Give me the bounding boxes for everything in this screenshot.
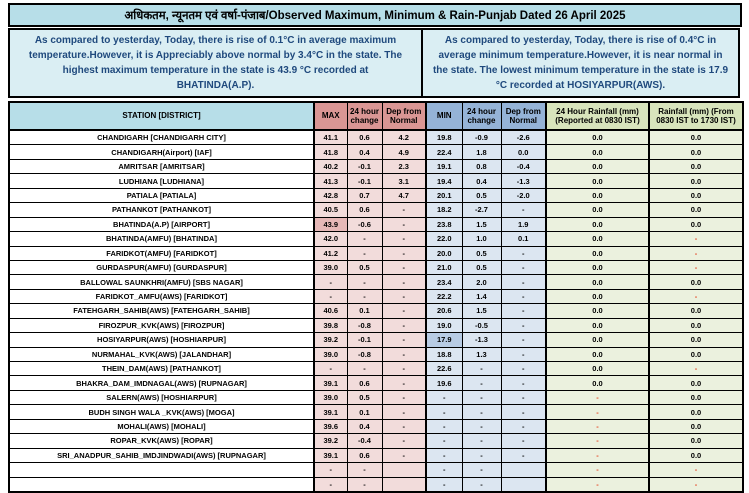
rain-eve-cell: 0.0 (649, 159, 743, 173)
min-cell: 19.8 (426, 130, 462, 145)
col-header-min: MIN (426, 102, 462, 130)
station-row (9, 477, 743, 492)
station-name-cell: FARIDKOT(AMFU) [FARIDKOT] (9, 246, 314, 260)
rain-24h-cell: 0.0 (546, 203, 649, 217)
max-dep-cell: - (382, 347, 426, 361)
max-cell: 39.2 (314, 333, 347, 347)
rain-eve-cell: 0.0 (649, 405, 743, 419)
min-dep-cell: - (501, 246, 546, 260)
col-header-max-dep-normal: Dep from Normal (382, 102, 426, 130)
station-name-cell: CHANDIGARH(Airport) [IAF] (9, 145, 314, 159)
rain-eve-cell: 0.0 (649, 347, 743, 361)
min-chg-cell: - (462, 390, 501, 404)
min-cell: 19.1 (426, 159, 462, 173)
rain-eve-cell: 0.0 (649, 203, 743, 217)
rain-eve-cell: 0.0 (649, 304, 743, 318)
station-row (9, 304, 743, 318)
rain-24h-cell: 0.0 (546, 333, 649, 347)
max-dep-cell: - (382, 304, 426, 318)
min-chg-cell: 0.4 (462, 174, 501, 188)
max-dep-cell: - (382, 362, 426, 376)
min-cell: 19.0 (426, 318, 462, 332)
rain-eve-cell: 0.0 (649, 188, 743, 202)
min-dep-cell: -0.4 (501, 159, 546, 173)
max-chg-cell: 0.1 (347, 405, 382, 419)
max-chg-cell: - (347, 289, 382, 303)
min-cell: 19.4 (426, 174, 462, 188)
rain-eve-cell: 0.0 (649, 419, 743, 433)
rain-eve-cell: 0.0 (649, 145, 743, 159)
header-row (9, 102, 743, 130)
col-header-max: MAX (314, 102, 347, 130)
station-name-cell: ROPAR_KVK(AWS) [ROPAR] (9, 434, 314, 448)
min-dep-cell: - (501, 419, 546, 433)
max-chg-cell: 0.6 (347, 376, 382, 390)
rain-eve-cell: 0.0 (649, 318, 743, 332)
max-cell: 40.2 (314, 159, 347, 173)
station-name-cell: GURDASPUR(AMFU) [GURDASPUR] (9, 260, 314, 274)
min-dep-cell (501, 477, 546, 492)
min-dep-cell: - (501, 434, 546, 448)
min-cell: 20.6 (426, 304, 462, 318)
min-cell: - (426, 448, 462, 462)
max-chg-cell: -0.8 (347, 347, 382, 361)
min-dep-cell: - (501, 347, 546, 361)
station-name-cell: BHATINDA(AMFU) [BHATINDA] (9, 232, 314, 246)
rain-24h-cell: 0.0 (546, 174, 649, 188)
rain-eve-cell: - (649, 246, 743, 260)
rain-eve-cell: 0.0 (649, 376, 743, 390)
station-row (9, 448, 743, 462)
rain-eve-cell: 0.0 (649, 434, 743, 448)
min-dep-cell: - (501, 289, 546, 303)
station-name-cell: THEIN_DAM(AWS) [PATHANKOT] (9, 362, 314, 376)
station-name-cell: FATEHGARH_SAHIB(AWS) [FATEHGARH_SAHIB] (9, 304, 314, 318)
max-cell: 43.9 (314, 217, 347, 231)
min-chg-cell: - (462, 376, 501, 390)
min-cell: 22.6 (426, 362, 462, 376)
rain-24h-cell: 0.0 (546, 275, 649, 289)
col-header-max-24h-change: 24 hour change (347, 102, 382, 130)
min-chg-cell: -0.9 (462, 130, 501, 145)
min-cell: - (426, 463, 462, 477)
min-cell: 21.0 (426, 260, 462, 274)
min-chg-cell: - (462, 405, 501, 419)
col-header-min-24h-change: 24 hour change (462, 102, 501, 130)
page-title: अधिकतम, न्यूनतम एवं वर्षा-पंजाब/Observed Maximum, Minimum & Rain-Punjab Dated 26 April 2025 (8, 3, 742, 27)
station-name-cell: PATHANKOT [PATHANKOT] (9, 203, 314, 217)
min-chg-cell: - (462, 362, 501, 376)
max-cell: - (314, 477, 347, 492)
observations-table (8, 101, 744, 493)
max-cell: 41.8 (314, 145, 347, 159)
max-cell: 40.6 (314, 304, 347, 318)
max-cell: 39.1 (314, 376, 347, 390)
col-header-min-dep-normal: Dep from Normal (501, 102, 546, 130)
max-chg-cell: 0.6 (347, 448, 382, 462)
max-cell: - (314, 463, 347, 477)
station-name-cell: HOSIYARPUR(AWS) [HOSHIARPUR] (9, 333, 314, 347)
min-dep-cell: -1.3 (501, 174, 546, 188)
max-chg-cell: -0.1 (347, 159, 382, 173)
max-dep-cell: - (382, 419, 426, 433)
station-row (9, 405, 743, 419)
max-chg-cell: 0.6 (347, 203, 382, 217)
min-chg-cell: 0.5 (462, 246, 501, 260)
summary-section (8, 28, 742, 98)
max-chg-cell: -0.1 (347, 174, 382, 188)
min-dep-cell: - (501, 362, 546, 376)
max-chg-cell: -0.4 (347, 434, 382, 448)
min-dep-cell: - (501, 260, 546, 274)
min-chg-cell: - (462, 448, 501, 462)
max-chg-cell: - (347, 246, 382, 260)
station-row (9, 318, 743, 332)
max-dep-cell: - (382, 217, 426, 231)
max-chg-cell: - (347, 477, 382, 492)
rain-24h-cell: - (546, 434, 649, 448)
max-cell: 42.8 (314, 188, 347, 202)
max-cell: 39.0 (314, 260, 347, 274)
min-chg-cell: 0.8 (462, 159, 501, 173)
rain-24h-cell: - (546, 463, 649, 477)
max-cell: - (314, 275, 347, 289)
rain-24h-cell: - (546, 390, 649, 404)
station-row (9, 434, 743, 448)
min-cell: - (426, 419, 462, 433)
max-dep-cell (382, 463, 426, 477)
rain-eve-cell: 0.0 (649, 333, 743, 347)
min-chg-cell: - (462, 419, 501, 433)
min-chg-cell: -1.3 (462, 333, 501, 347)
min-chg-cell: 1.8 (462, 145, 501, 159)
max-chg-cell: 0.5 (347, 260, 382, 274)
station-row (9, 376, 743, 390)
min-chg-cell: 1.3 (462, 347, 501, 361)
min-chg-cell: 1.4 (462, 289, 501, 303)
station-name-cell (9, 477, 314, 492)
station-row (9, 246, 743, 260)
min-dep-cell: -2.6 (501, 130, 546, 145)
station-row (9, 289, 743, 303)
rain-24h-cell: 0.0 (546, 188, 649, 202)
station-row (9, 159, 743, 173)
max-chg-cell: 0.7 (347, 188, 382, 202)
station-row (9, 419, 743, 433)
col-header-station: STATION [DISTRICT] (9, 102, 314, 130)
rain-24h-cell: 0.0 (546, 145, 649, 159)
station-name-cell: BHAKRA_DAM_IMDNAGAL(AWS) [RUPNAGAR] (9, 376, 314, 390)
min-cell: - (426, 434, 462, 448)
rain-24h-cell: - (546, 405, 649, 419)
max-dep-cell: - (382, 289, 426, 303)
station-row (9, 333, 743, 347)
min-dep-cell (501, 463, 546, 477)
min-dep-cell: -2.0 (501, 188, 546, 202)
min-dep-cell: - (501, 333, 546, 347)
max-cell: 42.0 (314, 232, 347, 246)
station-row (9, 362, 743, 376)
station-name-cell (9, 463, 314, 477)
max-dep-cell: - (382, 434, 426, 448)
max-dep-cell: - (382, 318, 426, 332)
rain-eve-cell: - (649, 232, 743, 246)
rain-24h-cell: 0.0 (546, 159, 649, 173)
min-dep-cell: 1.9 (501, 217, 546, 231)
station-name-cell: BALLOWAL SAUNKHRI(AMFU) [SBS NAGAR] (9, 275, 314, 289)
max-cell: - (314, 289, 347, 303)
max-chg-cell: -0.8 (347, 318, 382, 332)
min-chg-cell: -0.5 (462, 318, 501, 332)
table-body (9, 130, 743, 492)
station-row (9, 260, 743, 274)
max-dep-cell: - (382, 232, 426, 246)
min-chg-cell: 0.5 (462, 188, 501, 202)
station-row (9, 275, 743, 289)
max-cell: 39.0 (314, 347, 347, 361)
min-cell: 20.0 (426, 246, 462, 260)
rain-eve-cell: 0.0 (649, 448, 743, 462)
max-dep-cell: - (382, 376, 426, 390)
rain-eve-cell: - (649, 463, 743, 477)
max-chg-cell: -0.1 (347, 333, 382, 347)
rain-24h-cell: 0.0 (546, 304, 649, 318)
station-row (9, 463, 743, 477)
min-dep-cell: - (501, 405, 546, 419)
station-row (9, 390, 743, 404)
station-name-cell: BUDH SINGH WALA _KVK(AWS) [MOGA] (9, 405, 314, 419)
station-row (9, 188, 743, 202)
max-cell: 41.1 (314, 130, 347, 145)
max-chg-cell: - (347, 362, 382, 376)
max-cell: 39.8 (314, 318, 347, 332)
min-dep-cell: - (501, 390, 546, 404)
min-dep-cell: 0.0 (501, 145, 546, 159)
max-temperature-summary: As compared to yesterday, Today, there is rise of 0.1°C in average maximum temperature.However, it is Appreciably above normal by 3.4°C in the state. The highest maximum temperature in the state is 43.9 °C recorded at BHATINDA(A.P). (8, 28, 423, 98)
max-dep-cell: 2.3 (382, 159, 426, 173)
max-dep-cell: 4.9 (382, 145, 426, 159)
rain-eve-cell: - (649, 260, 743, 274)
station-row (9, 174, 743, 188)
rain-24h-cell: 0.0 (546, 289, 649, 303)
min-dep-cell: - (501, 304, 546, 318)
max-dep-cell: - (382, 390, 426, 404)
station-row (9, 232, 743, 246)
max-cell: 40.5 (314, 203, 347, 217)
min-cell: 20.1 (426, 188, 462, 202)
rain-24h-cell: 0.0 (546, 318, 649, 332)
rain-24h-cell: 0.0 (546, 246, 649, 260)
station-row (9, 145, 743, 159)
max-dep-cell: 4.7 (382, 188, 426, 202)
rain-eve-cell: 0.0 (649, 390, 743, 404)
rain-24h-cell: 0.0 (546, 232, 649, 246)
max-chg-cell: 0.1 (347, 304, 382, 318)
rain-24h-cell: 0.0 (546, 217, 649, 231)
station-name-cell: FIROZPUR_KVK(AWS) [FIROZPUR] (9, 318, 314, 332)
max-chg-cell: - (347, 275, 382, 289)
station-name-cell: LUDHIANA [LUDHIANA] (9, 174, 314, 188)
station-row (9, 130, 743, 145)
rain-24h-cell: 0.0 (546, 376, 649, 390)
rain-eve-cell: - (649, 477, 743, 492)
min-chg-cell: 1.5 (462, 217, 501, 231)
min-temperature-summary: As compared to yesterday, Today, there is rise of 0.4°C in average minimum temperature.However, it is near normal in the state. The lowest minimum temperature in the state is 17.9 °C recorded at HOSIYARPUR(AWS). (421, 28, 740, 98)
station-row (9, 217, 743, 231)
station-name-cell: PATIALA [PATIALA] (9, 188, 314, 202)
rain-24h-cell: 0.0 (546, 130, 649, 145)
max-dep-cell: - (382, 260, 426, 274)
station-name-cell: FARIDKOT_AMFU(AWS) [FARIDKOT] (9, 289, 314, 303)
max-chg-cell: -0.6 (347, 217, 382, 231)
min-cell: 18.8 (426, 347, 462, 361)
max-dep-cell: - (382, 405, 426, 419)
station-name-cell: NURMAHAL_KVK(AWS) [JALANDHAR] (9, 347, 314, 361)
max-dep-cell: 4.2 (382, 130, 426, 145)
min-chg-cell: - (462, 463, 501, 477)
station-name-cell: CHANDIGARH [CHANDIGARH CITY] (9, 130, 314, 145)
min-cell: 19.6 (426, 376, 462, 390)
max-cell: - (314, 362, 347, 376)
min-cell: 17.9 (426, 333, 462, 347)
max-cell: 39.2 (314, 434, 347, 448)
max-dep-cell: - (382, 333, 426, 347)
min-dep-cell: - (501, 275, 546, 289)
station-name-cell: SRI_ANADPUR_SAHIB_IMDJINDWADI(AWS) [RUPNAGAR] (9, 448, 314, 462)
min-cell: 23.4 (426, 275, 462, 289)
min-chg-cell: 0.5 (462, 260, 501, 274)
rain-24h-cell: - (546, 477, 649, 492)
station-name-cell: BHATINDA(A.P) [AIRPORT] (9, 217, 314, 231)
rain-eve-cell: 0.0 (649, 217, 743, 231)
max-chg-cell: 0.4 (347, 419, 382, 433)
min-cell: - (426, 390, 462, 404)
min-dep-cell: - (501, 376, 546, 390)
station-row (9, 347, 743, 361)
rain-24h-cell: 0.0 (546, 347, 649, 361)
max-dep-cell: - (382, 203, 426, 217)
min-cell: 18.2 (426, 203, 462, 217)
min-cell: - (426, 477, 462, 492)
max-dep-cell: - (382, 275, 426, 289)
min-dep-cell: - (501, 318, 546, 332)
max-chg-cell: 0.4 (347, 145, 382, 159)
max-cell: 39.0 (314, 390, 347, 404)
min-cell: 22.0 (426, 232, 462, 246)
rain-24h-cell: 0.0 (546, 362, 649, 376)
rain-24h-cell: 0.0 (546, 260, 649, 274)
rain-eve-cell: 0.0 (649, 130, 743, 145)
max-chg-cell: 0.5 (347, 390, 382, 404)
min-cell: 22.2 (426, 289, 462, 303)
max-chg-cell: 0.6 (347, 130, 382, 145)
max-cell: 41.2 (314, 246, 347, 260)
rain-24h-cell: - (546, 419, 649, 433)
rain-eve-cell: - (649, 362, 743, 376)
min-cell: 23.8 (426, 217, 462, 231)
max-cell: 39.1 (314, 405, 347, 419)
station-name-cell: SALERN(AWS) [HOSHIARPUR] (9, 390, 314, 404)
col-header-rain-24h: 24 Hour Rainfall (mm) (Reported at 0830 IST) (546, 102, 649, 130)
rain-eve-cell: 0.0 (649, 275, 743, 289)
max-dep-cell: 3.1 (382, 174, 426, 188)
max-dep-cell: - (382, 448, 426, 462)
min-cell: 22.4 (426, 145, 462, 159)
max-cell: 39.6 (314, 419, 347, 433)
min-chg-cell: 1.0 (462, 232, 501, 246)
min-chg-cell: 1.5 (462, 304, 501, 318)
min-dep-cell: - (501, 203, 546, 217)
max-dep-cell: - (382, 246, 426, 260)
min-chg-cell: 2.0 (462, 275, 501, 289)
rain-eve-cell: - (649, 289, 743, 303)
max-dep-cell (382, 477, 426, 492)
rain-24h-cell: - (546, 448, 649, 462)
min-chg-cell: -2.7 (462, 203, 501, 217)
max-cell: 39.1 (314, 448, 347, 462)
station-name-cell: MOHALI(AWS) [MOHALI] (9, 419, 314, 433)
min-cell: - (426, 405, 462, 419)
min-dep-cell: - (501, 448, 546, 462)
max-cell: 41.3 (314, 174, 347, 188)
station-name-cell: AMRITSAR [AMRITSAR] (9, 159, 314, 173)
min-chg-cell: - (462, 477, 501, 492)
col-header-rain-evening: Rainfall (mm) (From 0830 IST to 1730 IST) (649, 102, 743, 130)
max-chg-cell: - (347, 463, 382, 477)
station-row (9, 203, 743, 217)
rain-eve-cell: 0.0 (649, 174, 743, 188)
max-chg-cell: - (347, 232, 382, 246)
min-dep-cell: 0.1 (501, 232, 546, 246)
min-chg-cell: - (462, 434, 501, 448)
